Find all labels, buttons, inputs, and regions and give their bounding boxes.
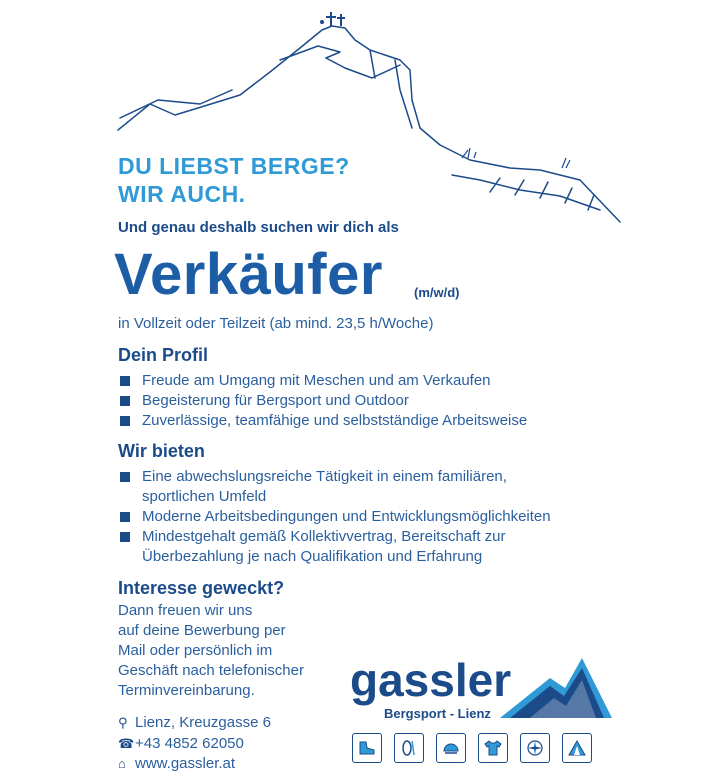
home-icon: ⌂ xyxy=(118,756,126,771)
compass-icon xyxy=(520,733,550,763)
boot-icon xyxy=(352,733,382,763)
shirt-icon xyxy=(478,733,508,763)
gassler-logo xyxy=(350,650,620,725)
mountain-illustration xyxy=(0,0,720,240)
job-gender-suffix: (m/w/d) xyxy=(414,285,460,300)
headline xyxy=(118,152,350,208)
tent-icon xyxy=(562,733,592,763)
bullet-square-icon xyxy=(120,416,130,426)
job-hours: in Vollzeit oder Teilzeit (ab mind. 23,5 h/Woche) xyxy=(118,315,434,332)
contact-web[interactable]: ⌂ www.gassler.at xyxy=(118,755,236,772)
list-item: Zuverlässige, teamfähige und selbstständige Arbeitsweise xyxy=(118,411,598,431)
interest-text: Dann freuen wir uns auf deine Bewerbung per Mail oder persönlich im Geschäft nach telefonischer Terminvereinbarung. xyxy=(118,602,304,699)
list-item: Eine abwechslungsreiche Tätigkeit in einem familiären, sportlichen Umfeld xyxy=(118,467,598,507)
profile-list xyxy=(118,371,598,431)
bullet-square-icon xyxy=(120,376,130,386)
intro-text: Und genau deshalb suchen wir dich als xyxy=(118,219,399,236)
list-item: Freude am Umgang mit Meschen und am Verkaufen xyxy=(118,371,598,391)
bullet-square-icon xyxy=(120,532,130,542)
category-icons xyxy=(352,733,592,763)
offer-title: Wir bieten xyxy=(118,441,205,461)
contact-phone[interactable]: ☎+43 4852 62050 xyxy=(118,735,244,752)
offer-list xyxy=(118,467,598,567)
helmet-icon xyxy=(436,733,466,763)
headline-line-2: WIR AUCH. xyxy=(118,181,246,207)
logo-wordmark: gassler xyxy=(350,654,512,706)
logo-subtitle: Bergsport - Lienz xyxy=(384,706,491,721)
bullet-square-icon xyxy=(120,512,130,522)
list-item: Begeisterung für Bergsport und Outdoor xyxy=(118,391,598,411)
phone-icon: ☎ xyxy=(118,736,135,751)
headline-line-1: DU LIEBST BERGE? xyxy=(118,153,350,179)
list-item: Mindestgehalt gemäß Kollektivvertrag, Bereitschaft zur Überbezahlung je nach Qualifikation und Erfahrung xyxy=(118,527,598,567)
job-title: Verkäufer xyxy=(114,242,383,307)
contact-address: ⚲ Lienz, Kreuzgasse 6 xyxy=(118,714,271,731)
list-item: Moderne Arbeitsbedingungen und Entwicklungsmöglichkeiten xyxy=(118,507,598,527)
bullet-square-icon xyxy=(120,472,130,482)
interest-title: Interesse geweckt? xyxy=(118,578,285,598)
carabiner-icon xyxy=(394,733,424,763)
profile-title: Dein Profil xyxy=(118,345,209,365)
location-pin-icon: ⚲ xyxy=(118,715,128,730)
bullet-square-icon xyxy=(120,396,130,406)
